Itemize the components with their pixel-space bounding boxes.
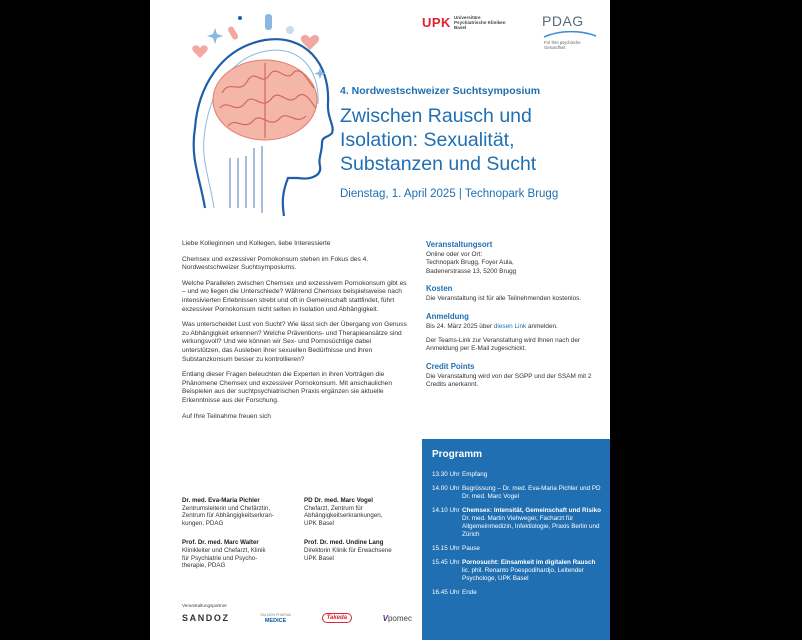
intro-paragraph: Auf Ihre Teilnahme freuen sich xyxy=(182,412,271,420)
programme-speaker: Dr. med. Martin Viehweger, Facharzt für Allgemeinmedizin, Infektiologie, Praxis Berlin und Zürich xyxy=(462,515,600,538)
intro-paragraph: Welche Parallelen zwischen Chemsex und exzessivem Pornokonsum gibt es – und wo liegen die Unterschiede? Während Chemsex beispielsweise nach intensivierten Erlebnissen strebt und oft in Gemeinschaft stattfindet, führt exzessiver Pornokonsum nicht selten in Isolation und Abhängigkeit. xyxy=(182,279,407,313)
sandoz-logo: SANDOZ xyxy=(182,613,230,623)
teams-link-note: Der Teams-Link zur Veranstaltung wird Ihnen nach der Anmeldung per E-Mail zugeschickt. xyxy=(426,337,581,353)
intro-paragraph: Was unterscheidet Lust von Sucht? Wie lässt sich der Übergang von Genuss zu Abhängigkeit erkennen? Welche Präventions- und Therapieansätze sind wirkungsvoll? Und wie können wir Sex- und Pornosüchtige dabei unterstützen, das Ausleben ihrer sexuellen Bedürfnisse und ihren Substanzkonsum besser zu kontrollieren? xyxy=(182,321,407,363)
programme-box xyxy=(422,439,610,640)
venue-text: Online oder vor Ort: Technopark Brugg, Foyer Aula, Badenerstrasse 13, 5200 Brugg xyxy=(426,251,517,275)
pdag-tagline: Für Ihre psychische Gesundheit xyxy=(544,40,581,50)
pdag-logo xyxy=(542,13,602,50)
credits-heading: Credit Points xyxy=(426,361,475,371)
programme-time: 15.45 Uhr xyxy=(432,559,460,566)
registration-section xyxy=(426,312,601,354)
signers-list xyxy=(182,497,422,570)
programme-title: Chemsex: Intensität, Gemeinschaft und Risiko xyxy=(462,507,601,514)
programme-title: Empfang xyxy=(462,471,488,478)
programme-item xyxy=(432,545,604,553)
signer-name: Prof. Dr. med. Undine Lang xyxy=(304,539,384,547)
intro-paragraph: Entlang dieser Fragen beleuchten die Experten in ihren Vorträgen die Phänomene Chemsex und exzessiver Pornokonsum. Mit anschaulichen Beispielen aus der suchtpsychiatrischen Praxis ergänzen sie aktuelle Erkenntnisse aus der Forschung. xyxy=(182,371,393,404)
programme-time: 13.30 Uhr xyxy=(432,471,460,478)
programme-time: 15.15 Uhr xyxy=(432,545,460,552)
programme-item xyxy=(432,471,604,479)
registration-link[interactable]: diesen Link xyxy=(493,322,527,330)
credits-text: Die Veranstaltung wird von der SGPP und der SSAM mit 2 Credits anerkannt. xyxy=(426,372,592,389)
programme-title: Pause xyxy=(462,545,480,552)
venue-heading: Veranstaltungsort xyxy=(426,240,493,249)
sponsor-logos xyxy=(182,612,412,624)
programme-title: Begrüssung – Dr. med. Eva-Maria Pichler und PD Dr. med. Marc Vogel xyxy=(462,485,601,500)
pdag-swoosh-icon xyxy=(542,31,598,39)
intro-paragraph: Liebe Kolleginnen und Kollegen, liebe Interessierte xyxy=(182,240,331,247)
programme-time: 14.10 Uhr xyxy=(432,507,460,514)
upk-logo-mark: UPK xyxy=(422,15,451,30)
signer-role: Direktorin Klinik für Erwachsene UPK Basel xyxy=(304,546,392,562)
registration-text: Bis 24. März 2025 über diesen Link anmelden. xyxy=(426,322,558,330)
programme-heading: Programm xyxy=(432,449,483,460)
event-info xyxy=(426,240,601,398)
cost-heading: Kosten xyxy=(426,284,453,294)
upk-logo xyxy=(422,15,506,30)
programme-time: 14.00 Uhr xyxy=(432,485,460,492)
credits-section xyxy=(426,362,601,390)
event-title: Zwischen Rausch und Isolation: Sexualität, Substanzen und Sucht xyxy=(340,105,537,175)
intro-text xyxy=(182,240,410,428)
medice-logo: SALMON PHARMA MEDICE xyxy=(260,613,291,624)
sponsors-label: Veranstaltungspartner xyxy=(182,603,227,608)
venue-section xyxy=(426,240,601,276)
programme-speaker: lic. phil. Renanto Poespodihardjo, Leitender Psychologe, UPK Basel xyxy=(462,567,584,582)
signer-role: Klinikleiter und Chefarzt, Klinik für Psychiatrie und Psycho- therapie, PDAG xyxy=(182,546,266,570)
pdag-logo-mark: PDAG xyxy=(542,13,584,29)
upk-logo-text: Universitäre Psychiatrische Kliniken Basel xyxy=(453,15,506,30)
intro-paragraph: Chemsex und exzessiver Pornokonsum stehen im Fokus des 4. Nordwestschweizer Suchtsymposiums. xyxy=(182,255,369,272)
signer xyxy=(182,497,300,527)
programme-item xyxy=(432,507,604,539)
programme-item xyxy=(432,589,604,597)
signer xyxy=(304,497,422,527)
programme-list xyxy=(432,471,604,603)
brain-head-illustration xyxy=(170,8,340,223)
registration-heading: Anmeldung xyxy=(426,311,469,321)
signer-role: Chefarzt, Zentrum für Abhängigkeitserkrankungen, UPK Basel xyxy=(304,504,383,527)
flyer-page xyxy=(150,0,610,640)
signer-name: Prof. Dr. med. Marc Walter xyxy=(182,539,259,547)
signer xyxy=(182,539,300,569)
programme-title: Ende xyxy=(462,589,477,596)
programme-item xyxy=(432,559,604,583)
event-kicker: 4. Nordwestschweizer Suchtsymposium xyxy=(340,85,541,97)
signer-name: Dr. med. Eva-Maria Pichler xyxy=(182,497,260,504)
programme-time: 16.45 Uhr xyxy=(432,589,460,596)
programme-title: Pornosucht: Einsamkeit im digitalen Rausch xyxy=(462,559,596,566)
signer-role: Zentrumsleiterin und Chefärztin, Zentrum für Abhängigkeitserkran- kungen, PDAG xyxy=(182,504,274,527)
signer-name: PD Dr. med. Marc Vogel xyxy=(304,497,373,504)
programme-item xyxy=(432,485,604,501)
vpomec-logo: Vpomec xyxy=(382,613,412,623)
signer xyxy=(304,539,422,569)
event-date-location: Dienstag, 1. April 2025 | Technopark Brugg xyxy=(340,188,559,200)
cost-section xyxy=(426,284,601,303)
cost-text: Die Veranstaltung ist für alle Teilnehmenden kostenlos. xyxy=(426,295,582,303)
takeda-logo: Takeda xyxy=(322,613,352,623)
